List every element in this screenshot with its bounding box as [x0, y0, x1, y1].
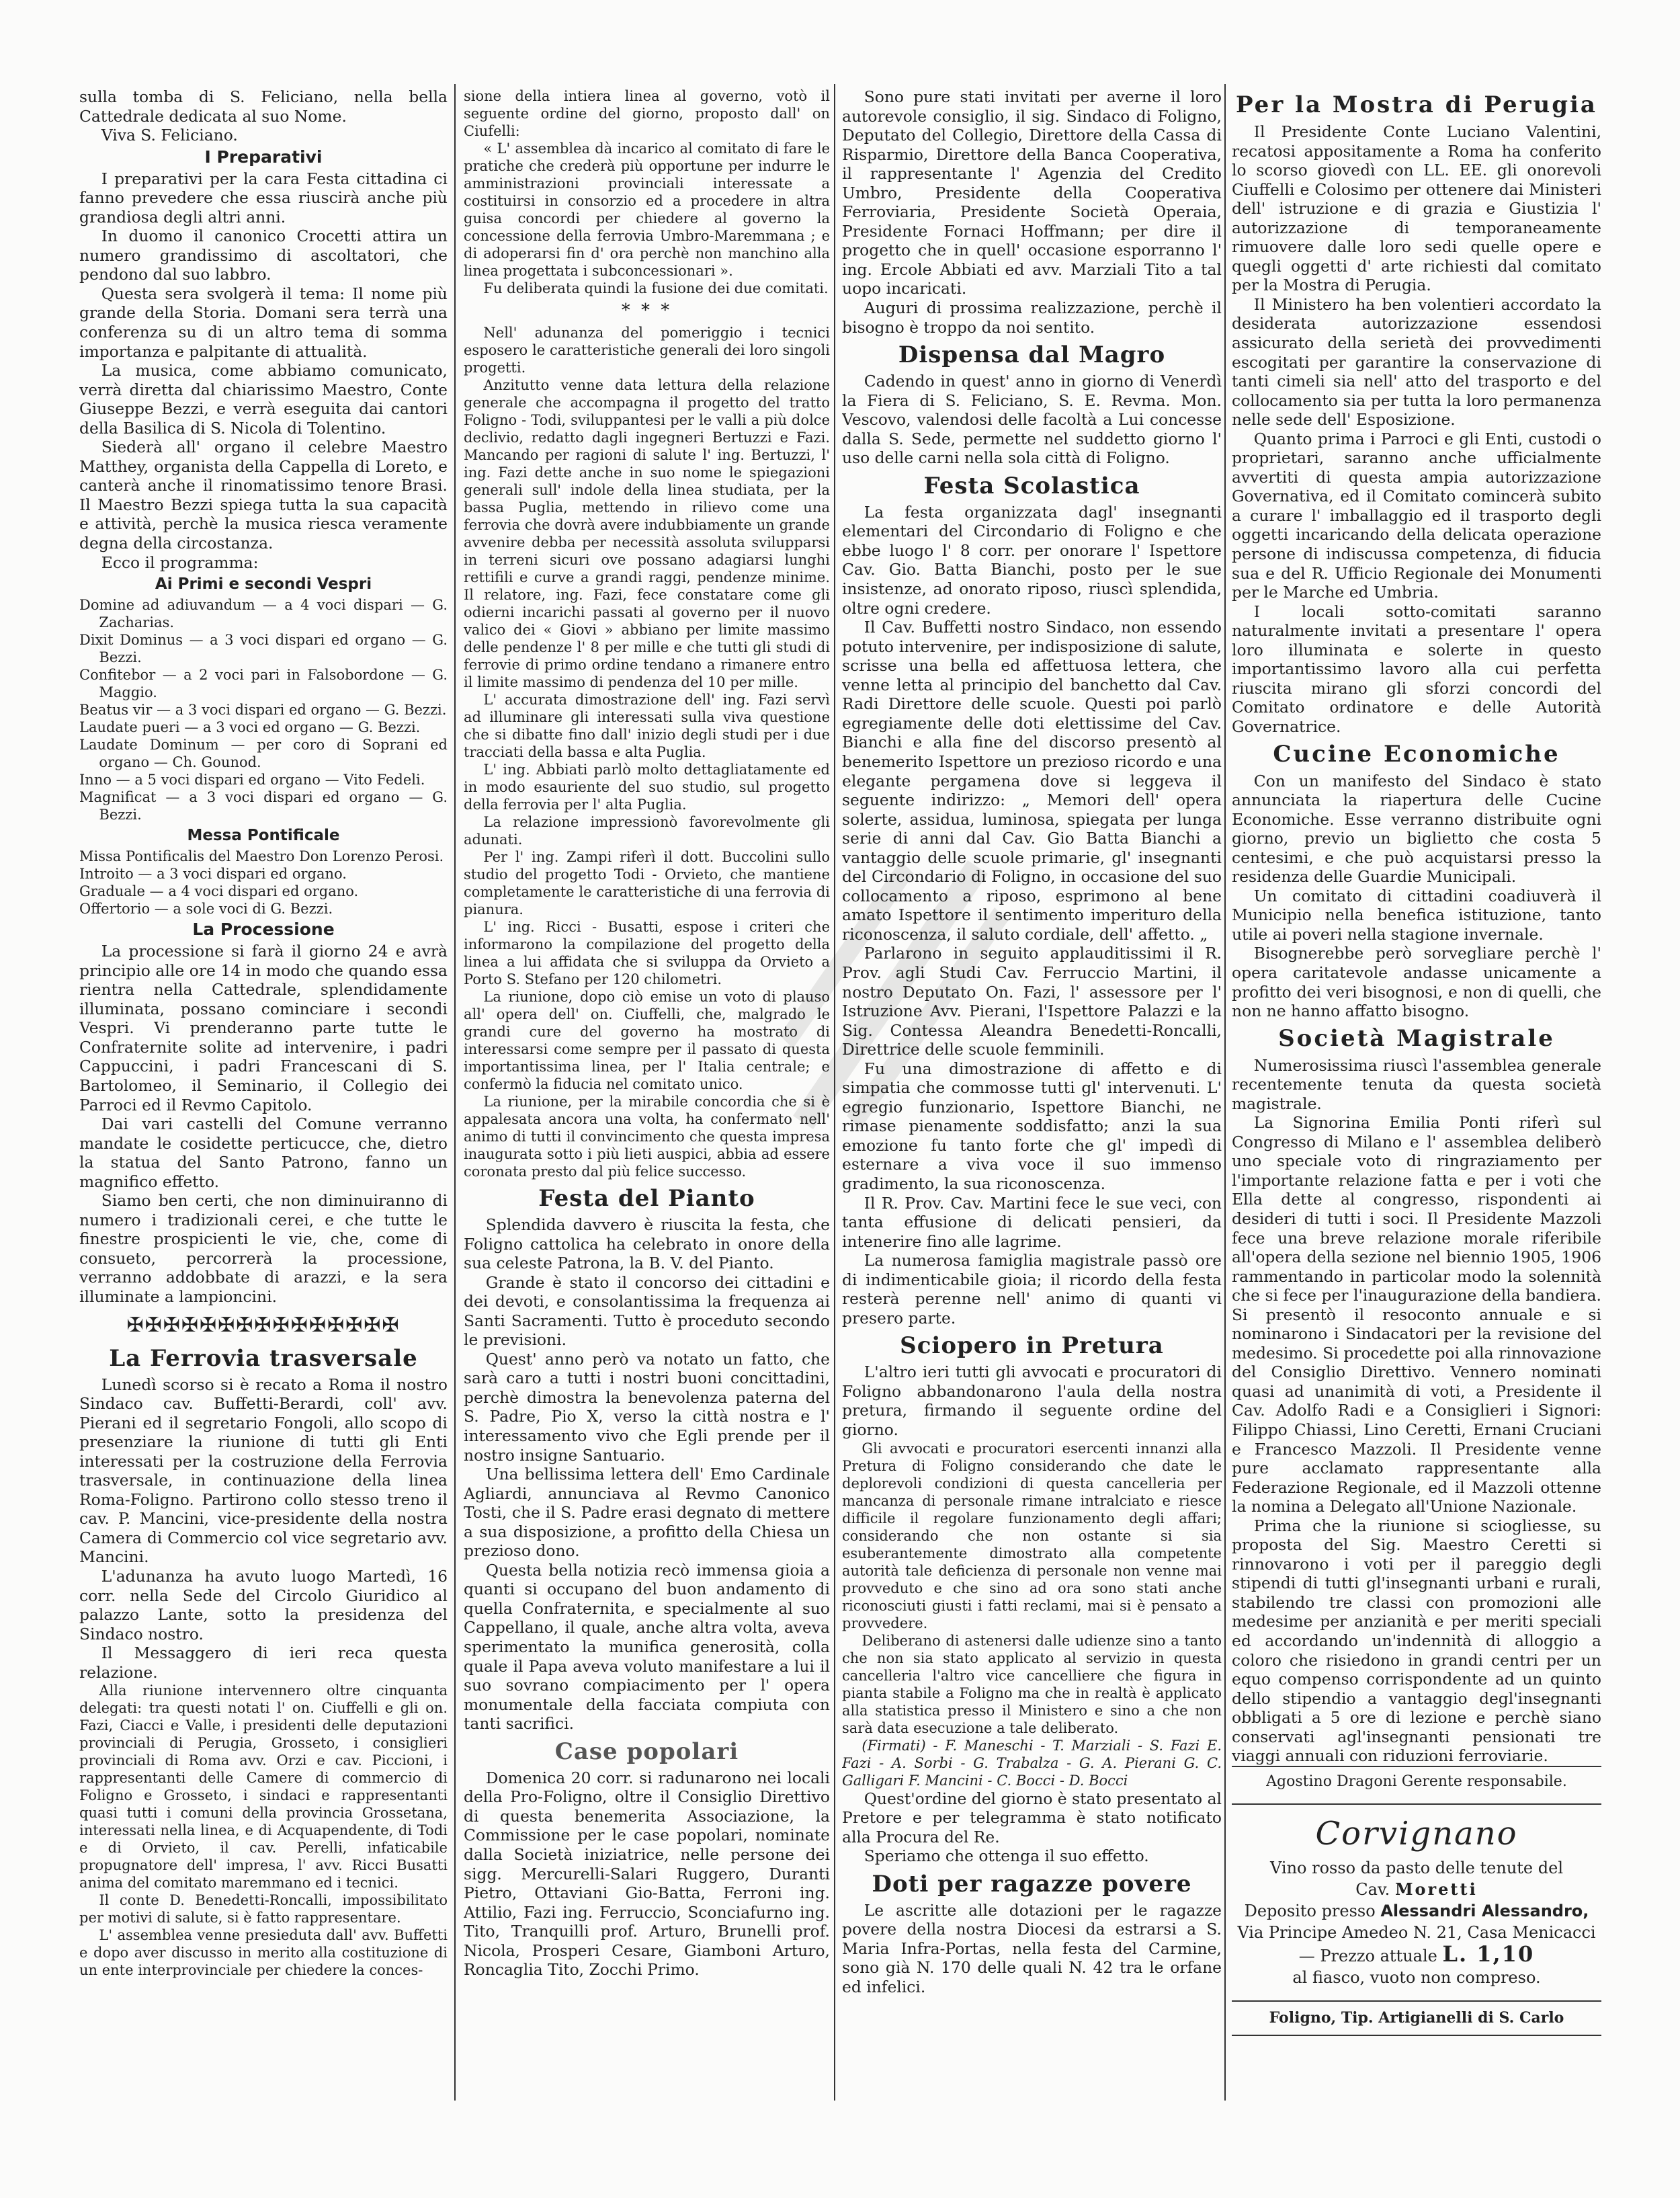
- ad-text: Deposito presso: [1244, 1902, 1376, 1921]
- program-item: Introito — a 3 voci dispari ed organo.: [79, 866, 347, 883]
- paragraph: La numerosa famiglia magistrale passò ore di indimenticabile gioia; il ricordo della festa resterà perenne nell' animo di quanti vi presero parte.: [842, 1251, 1222, 1328]
- paragraph: Cadendo in quest' anno in giorno di Venerdì la Fiera di S. Feliciano, S. E. Revma. Mon. Vescovo, valendosi delle facoltà a Lui concesse dalla S. Sede, permette nel suddetto giorno l' uso delle carni nella sola città di Foligno.: [842, 372, 1222, 468]
- paragraph: Fu una dimostrazione di affetto e di simpatia che commosse tutti gl' intervenuti. L' egregio funzionario, Ispettore Bianchi, ne rimase pienamente soddisfatto; anzi la sua emozione fu tanto forte che gl' impedì di esternare a viva voce il suo immenso gradimento, la sua riconoscenza.: [842, 1059, 1222, 1193]
- printer-imprint: Foligno, Tip. Artigianelli di S. Carlo: [1232, 2000, 1601, 2036]
- program-item: Domine ad adiuvandum — a 4 voci dispari — G. Zacharias.: [79, 597, 448, 631]
- program-item: Missa Pontificalis del Maestro Don Lorenzo Perosi.: [79, 848, 444, 865]
- paragraph: Un comitato di cittadini coadiuverà il Municipio nella benefica istituzione, tanto utile ai poveri nella stagione invernale.: [1232, 886, 1601, 944]
- paragraph: In duomo il canonico Crocetti attira un numero grandissimo di ascoltatori, che pendono dal suo labbro.: [79, 227, 448, 284]
- paragraph: L'altro ieri tutti gli avvocati e procuratori di Foligno abbandonarono l'aula della nostra pretura, firmando il seguente ordine del giorno.: [842, 1362, 1222, 1439]
- article-heading: La Ferrovia trasversale: [109, 1344, 418, 1372]
- ad-price: L. 1,10: [1442, 1941, 1535, 1967]
- paragraph: I preparativi per la cara Festa cittadina ci fanno prevedere che essa riuscirà anche più grandiosa degli altri anni.: [79, 169, 448, 227]
- paragraph: Deliberano di astenersi dalle udienze sino a tanto che non sia stato applicato al servizio in questa cancelleria l'altro vice cancelliere che figura in pianta stabile a Foligno ma che in realtà è applicato alla statistica presso il Ministero e sino a che non sarà data esecuzione a tale deliberato.: [842, 1632, 1222, 1736]
- paragraph: Alla riunione intervennero oltre cinquanta delegati: tra questi notati l' on. Ciuffelli e gli on. Fazi, Ciacci e Valle, i presidenti delle deputazioni provinciali di Perugia, Grosseto, i consiglieri provinciali di Roma avv. Orzi e cav. Piccioni, i rappresentanti delle Camere di commercio di Foligno e Grosseto, i sindaci e rappresentanti quasi tutti i comuni della provincia Grossetana, interessati nella linea, e di Acquapendente, di Todi e di Orvieto, il cav. Perelli, infaticabile propugnatore dell' impresa, l' avv. Ricci Busatti anima del comitato maremmano ed i tecnici.: [79, 1682, 448, 1891]
- program-item: Confitebor — a 2 voci pari in Falsobordone — G. Maggio.: [79, 667, 448, 701]
- paragraph: Questa bella notizia recò immensa gioia a quanti si occupano del buon andamento di quella Confraternita, e specialmente al suo Cappellano, il quale, anche altra volta, aveva sperimentato la munifica generosità, colla quale il Papa aveva voluto manifestare a lui il suo sovrano compiacimento per l' opera monumentale della facciata compiuta con tanti sacrifici.: [464, 1560, 830, 1734]
- paragraph: Fu deliberata quindi la fusione dei due comitati.: [483, 280, 829, 296]
- paragraph: Il conte D. Benedetti-Roncalli, impossibilitato per motivi di salute, si è fatto rappresentare.: [79, 1892, 448, 1926]
- paragraph: L' ing. Abbiati parlò molto dettagliatamente ed in modo esauriente del suo studio, sul progetto della ferrovia per l' alta Puglia.: [464, 762, 830, 813]
- paragraph: Speriamo che ottenga il suo effetto.: [864, 1846, 1149, 1866]
- ad-text: al fiasco, vuoto non compreso.: [1292, 1968, 1541, 1988]
- asterism: * * *: [621, 300, 673, 321]
- paragraph: La relazione impressionò favorevolmente gli adunati.: [464, 814, 830, 848]
- paragraph: Nell' adunanza del pomeriggio i tecnici esposero le caratteristiche generali dei loro singoli progetti.: [464, 325, 830, 376]
- paragraph: Lunedì scorso si è recato a Roma il nostro Sindaco cav. Buffetti-Berardi, coll' avv. Pierani ed il segretario Fongoli, allo scopo di presenziare la riunione di tutti gli Enti interessati per la costruzione della Ferrovia trasversale, in continuazione della linea Roma-Foligno. Partirono collo stesso treno il cav. P. Mancini, vice-presidente della nostra Camera di Commercio col vice segretario avv. Mancini.: [79, 1375, 448, 1567]
- paragraph: L' assemblea venne presieduta dall' avv. Buffetti e dopo aver discusso in merito alla costituzione di un ente interprovinciale per chiedere la conces-: [79, 1927, 448, 1979]
- ad-text: Cav.: [1355, 1880, 1390, 1900]
- column-4: [1232, 87, 1601, 2111]
- divider: [1232, 1803, 1601, 1805]
- paragraph: L'adunanza ha avuto luogo Martedì, 16 corr. nella Sede del Circolo Giuridico al palazzo Lante, sotto la presidenza del Sindaco nostro.: [79, 1566, 448, 1643]
- paragraph: Parlarono in seguito applauditissimi il R. Prov. agli Studi Cav. Ferruccio Martini, il nostro Deputato On. Fazi, l' assessore per l' Istruzione Avv. Pierani, l'Ispettore Palazzi e la Sig. Contessa Aleandra Benedetti-Roncalli, Direttrice delle scuole femminili.: [842, 944, 1222, 1059]
- program-heading: Messa Pontificale: [187, 827, 340, 845]
- ad-line: [1232, 1922, 1601, 1967]
- paragraph: Quest'ordine del giorno è stato presentato al Pretore e per telegramma è stato notificato alla Procura del Re.: [842, 1789, 1222, 1846]
- paragraph: Prima che la riunione si sciogliesse, su proposta del Sig. Maestro Ceretti si rinnovarono i voti per il pareggio degli stipendi di tutti gl'insegnanti urbani e rurali, stabilendo tre classi con promozioni alle medesime per anzianità e per meriti speciali ed accordando un'indennità di alloggio a coloro che risiedono in grandi centri per un equo compenso corrispondente ad un quinto dello stipendio a vantaggio degl'insegnanti obbligati a 5 ore di lezione e perchè siano conservati agl'insegnanti pensionati tre viaggi annuali con riduzioni ferroviarie.: [1232, 1516, 1601, 1766]
- paragraph: sione della intiera linea al governo, votò il seguente ordine del giorno, proposto dall' on Ciufelli:: [464, 88, 830, 139]
- paragraph: Una bellissima lettera dell' Emo Cardinale Agliardi, annunciava al Revmo Canonico Tosti, che il S. Padre erasi degnato di mettere a sua disposizione, a profitto della Chiesa un prezioso dono.: [464, 1465, 830, 1561]
- paragraph: Quanto prima i Parroci e gli Enti, custodi o proprietari, saranno anche ufficialmente avvertiti di questa ampia autorizzazione Governativa, ed il Comitato comincerà subito a curare l' imballaggio ed il trasporto degli oggetti incaricando della delicata operazione persone di indiscussa competenza, di fiducia sua e del R. Ufficio Regionale dei Monumenti per le Marche ed Umbria.: [1232, 429, 1601, 602]
- article-heading: Case popolari: [554, 1738, 739, 1765]
- section-heading: La Processione: [192, 920, 335, 940]
- paragraph: Il Ministero ha ben volentieri accordato la desiderata autorizzazione essendosi assicurato della serietà dei provvedimenti escogitati per garantire la conservazione di tanti cimeli sia nell' atto del trasporto e del collocamento sia per tutta la loro permanenza nelle sede dell' Esposizione.: [1232, 294, 1601, 430]
- article-heading: Dispensa dal Magro: [898, 341, 1166, 369]
- program-item: Laudate pueri — a 3 voci ed organo — G. Bezzi.: [79, 719, 421, 736]
- ad-text: Via Principe Amedeo N. 21, Casa Menicacci — Prezzo attuale: [1237, 1923, 1596, 1966]
- paragraph: Siederà all' organo il celebre Maestro Matthey, organista della Cappella di Loreto, e canterà anche il rinomatissimo tenore Brasi. Il Maestro Bezzi spiega tutta la sua capacità e attività, perchè la musica riesca veramente degna della circostanza.: [79, 438, 448, 553]
- article-heading: Doti per ragazze povere: [872, 1870, 1192, 1898]
- program-item: Inno — a 5 voci dispari ed organo — Vito Fedeli.: [79, 772, 425, 788]
- column-2: [464, 87, 830, 2111]
- ornamental-divider: ✠✠✠✠✠✠✠✠✠✠✠✠✠✠✠: [126, 1313, 401, 1337]
- paragraph: Gli avvocati e procuratori esercenti innanzi alla Pretura di Foligno considerando che date le deplorevoli condizioni di questa cancelleria per mancanza di personale rimane intralciato e riesce difficile il regolare funzionamento degli affari; considerando che non ostante si sia esuberantemente dimostrato alla competente autorità tale deficienza di personale non venne mai provveduto e che sino ad ora sono stati anche riconosciuti giusti i fatti reclami, mai si è pensato a provvedere.: [842, 1440, 1222, 1631]
- program-heading: Ai Primi e secondi Vespri: [155, 575, 372, 594]
- ad-title: Corvignano: [1315, 1815, 1518, 1853]
- article-heading: Cucine Economiche: [1273, 740, 1560, 768]
- program-item: Beatus vir — a 3 voci dispari ed organo — G. Bezzi.: [79, 702, 447, 719]
- paragraph: Il Cav. Buffetti nostro Sindaco, non essendo potuto intervenire, per indisposizione di salute, scrisse una bella ed affettuosa lettera, che venne letta al principio del banchetto dal Cav. Radi Direttore delle scuole. Questi poi parlò egregiamente delle doti elettissime del Cav. Bianchi e alla fine del discorso presentò al benemerito Ispettore un prezioso ricordo e una elegante pergamena dove si leggeva il seguente indirizzo: „ Memori dell' opera solerte, assidua, luminosa, spiegata per lunga serie di anni dal Cav. Gio Batta Bianchi a vantaggio delle scuole primarie, gl' insegnanti del Circondario di Foligno, in occasione del suo collocamento a riposo, esprimono al bene amato Ispettore il sentimento imperituro della riconoscenza, il saluto cordiale, dell' affetto. „: [842, 618, 1222, 944]
- paragraph: Anzitutto venne data lettura della relazione generale che accompagna il progetto del tratto Foligno - Todi, sviluppantesi per le valli a più dolce declivio, redatto dagli ingegneri Bertuzzi e Fazi. Mancando per ragioni di salute l' ing. Bertuzzi, l' ing. Fazi dette anche in suo nome le spiegazioni generali sull' indole della linea studiata, per la bassa Puglia, mettendo in rilievo come una ferrovia che dovrà avere indubbiamente un grande avvenire debba per necessità assoluta svilupparsi in terreni sicuri ove possano adagiarsi lunghi rettifili e curve a grandi raggi, pendenze minime. Il relatore, ing. Fazi, fece constatare come gli odierni incarichi passati al governo per il nuovo valico dei « Giovi » abbiano per limite massimo delle pendenze l' 8 per mille e che tutti gli studi di ferrovie di primo ordine tendano a rimanere entro il limite massimo di pendenza del 10 per mille.: [464, 377, 830, 690]
- paragraph: Il R. Prov. Cav. Martini fece le sue veci, con tanta effusione di delicati pensieri, da intenerire fino alle lagrime.: [842, 1193, 1222, 1251]
- paragraph: Quest' anno però va notato un fatto, che sarà caro a tutti i nostri buoni concittadini, perchè dimostra la benevolenza paterna del S. Padre, Pio X, verso la città nostra e l' interessamento vivo che Egli prende per il nostro insigne Santuario.: [464, 1349, 830, 1465]
- responsible-editor: Agostino Dragoni Gerente responsabile.: [1232, 1766, 1601, 1797]
- paragraph: L' ing. Ricci - Busatti, espose i criteri che informarono la compilazione del progetto della linea a lui affidata che si sviluppa da Orvieto a Porto S. Stefano per 120 chilometri.: [464, 919, 830, 987]
- column-rule: [834, 84, 835, 2101]
- article-heading: Festa Scolastica: [923, 472, 1140, 499]
- column-3: [842, 87, 1222, 2111]
- signatures: (Firmati) - F. Maneschi - T. Marziali - S. Fazi E. Fazi - A. Sorbi - G. Trabalza - G. A. Pierani G. C. Galligari F. Mancini - C. Bocci - D. Bocci: [842, 1737, 1222, 1789]
- paragraph: I locali sotto-comitati saranno naturalmente invitati a presentare l' opera loro illuminata e solerte in questo importantissimo lavoro alla cui perfetta riuscita mirano gli sforzi concordi del Comitato ordinatore e delle Autorità Governatrice.: [1232, 602, 1601, 736]
- ad-brand: Moretti: [1394, 1879, 1478, 1900]
- paragraph: Questa sera svolgerà il tema: Il nome più grande della Storia. Domani sera terrà una conferenza su di un altro tema di somma importanza e palpitante di attualità.: [79, 284, 448, 361]
- paragraph: Per l' ing. Zampi riferì il dott. Buccolini sullo studio del progetto Todi - Orvieto, che mantiene completamente le caratteristiche di una ferrovia di pianura.: [464, 849, 830, 918]
- paragraph: La riunione, per la mirabile concordia che si è appalesata ancora una volta, ha confermato nell' animo di tutti il convincimento che questa impresa inaugurata sotto i più lieti auspici, abbia ad essere coronata presto dal più felice successo.: [464, 1094, 830, 1180]
- paragraph: Ecco il programma:: [101, 553, 259, 572]
- paragraph: Bisognerebbe però sorvegliare perchè l' opera caritatevole andasse unicamente a profitto dei veri bisognosi, e non di quelli, che non ne hanno affatto bisogno.: [1232, 944, 1601, 1021]
- paragraph: « L' assemblea dà incarico al comitato di fare le pratiche che crederà più opportune per indurre le amministrazioni provinciali interessate a costituirsi in consorzio ed a procedere in altra guisa concordi per chiedere al governo la concessione della ferrovia Umbro-Maremmana ; e di adoperarsi fin d' ora perchè non manchino alla linea progettata i subconcessionari ».: [464, 140, 830, 279]
- ad-text: Vino rosso da pasto delle tenute del: [1270, 1859, 1563, 1878]
- program-item: Offertorio — a sole voci di G. Bezzi.: [79, 901, 333, 918]
- paragraph: Il Messaggero di ieri reca questa relazione.: [79, 1643, 448, 1682]
- article-heading: Per la Mostra di Perugia: [1236, 91, 1597, 118]
- paragraph: Il Presidente Conte Luciano Valentini, recatosi appositamente a Roma ha conferito lo scorso giovedì con LL. EE. gli onorevoli Ciuffelli e Colosimo per ottenere dai Ministeri dell' istruzione e di grazia e Giustizia l' autorizzazione di temporaneamente rimuovere dalle loro sedi quelle opere e quegli oggetti d' arte richiesti dal comitato per la Mostra di Perugia.: [1232, 122, 1601, 295]
- paragraph: Grande è stato il concorso dei cittadini e dei devoti, e consolantissima la frequenza ai Santi Sacramenti. Tutto è proceduto secondo le previsioni.: [464, 1272, 830, 1350]
- column-rule: [454, 84, 456, 2101]
- article-heading: Società Magistrale: [1278, 1024, 1555, 1052]
- paragraph: La riunione, dopo ciò emise un voto di plauso all' opera dell' on. Ciuffelli, che, malgrado le grandi cure del governo ha mostrato di interessarsi come sempre per il passato di questa importantissima linea, per l' Italia centrale; e confermò la fiducia nel comitato unico.: [464, 989, 830, 1092]
- paragraph: Numerosissima riuscì l'assemblea generale recentemente tenuta da questa società magistrale.: [1232, 1055, 1601, 1113]
- paragraph: Domenica 20 corr. si radunarono nei locali della Pro-Foligno, oltre il Consiglio Direttivo di questa benemerita Associazione, la Commissione per le case popolari, nominate dalla Società iniziatrice, nelle persone dei sigg. Mercurelli-Salari Ruggero, Duranti Pietro, Ottaviani Gio-Batta, Ferroni ing. Attilio, Fazi ing. Ferruccio, Sconciafurno ing. Tito, Tranquilli prof. Arturo, Brunelli prof. Nicola, Prosperi Cesare, Giamboni Arturo, Roncaglia Tito, Zocchi Primo.: [464, 1768, 830, 1980]
- ad-line: [1232, 1879, 1601, 1900]
- ad-line: [1232, 1900, 1601, 1922]
- ad-depot: Alessandri Alessandro,: [1380, 1902, 1589, 1921]
- article-heading: Sciopero in Pretura: [900, 1332, 1164, 1360]
- paragraph: Le ascritte alle dotazioni per le ragazze povere della nostra Diocesi da estrarsi a S. Maria Infra-Portas, nella festa del Carmine, sono già N. 170 delle quali N. 42 tra le orfane ed infelici.: [842, 1900, 1222, 1996]
- paragraph: sulla tomba di S. Feliciano, nella bella Cattedrale dedicata al suo Nome.: [79, 87, 448, 126]
- paragraph: Con un manifesto del Sindaco è stato annunciata la riapertura delle Cucine Economiche. Esse verranno distribuite ogni giorno, previo un biglietto che costa 5 centesimi, e che può acquistarsi presso la residenza delle Guardie Municipali.: [1232, 771, 1601, 887]
- paragraph: La festa organizzata dagl' insegnanti elementari del Circondario di Foligno e che ebbe luogo l' 8 corr. per onorare l' Ispettore Cav. Gio. Batta Bianchi, posto per le sue insistenze, ad onorato riposo, riuscì splendida, oltre ogni credere.: [842, 502, 1222, 618]
- paragraph: Siamo ben certi, che non diminuiranno di numero i tradizionali cerei, e che tutte le finestre prospicienti le vie, che, come di consueto, percorrerà la processione, verranno addobbate di arazzi, e la sera illuminate a lampioncini.: [79, 1191, 448, 1306]
- program-item: Magnificat — a 3 voci dispari ed organo — G. Bezzi.: [79, 789, 448, 823]
- column-rule: [1224, 84, 1226, 2101]
- program-item: Laudate Dominum — per coro di Soprani ed organo — Ch. Gounod.: [79, 737, 448, 771]
- paragraph: Splendida davvero è riuscita la festa, che Foligno cattolica ha celebrato in onore della sua celeste Patrona, la B. V. del Pianto.: [464, 1215, 830, 1273]
- paragraph: Auguri di prossima realizzazione, perchè il bisogno è troppo da noi sentito.: [842, 298, 1222, 337]
- article-heading: Festa del Pianto: [538, 1185, 755, 1212]
- column-1: [79, 87, 448, 2111]
- paragraph: Sono pure stati invitati per averne il loro autorevole consiglio, il sig. Sindaco di Foligno, Deputato del Collegio, Direttore della Cassa di Risparmio, Direttore della Banca Cooperativa, il rappresentante l' Agenzia del Credito Umbro, Presidente della Cooperativa Ferroviaria, Presidente Società Operaia, Presidente Fornaci Hoffmann; per dire il progetto che in quell' occasione esporranno l' ing. Ercole Abbiati ed avv. Marziali Tito a tal uopo incaricati.: [842, 87, 1222, 298]
- paragraph: L' accurata dimostrazione dell' ing. Fazi servì ad illuminare gli interessati sulla viva questione che si dibatte fino dall' inizio degli studi per i due tracciati della bassa e alta Puglia.: [464, 692, 830, 760]
- section-heading: I Preparativi: [204, 147, 323, 167]
- paragraph: La processione si farà il giorno 24 e avrà principio alle ore 14 in modo che quando essa rientra nella Cattedrale, splendidamente illuminata, possano cominciare i secondi Vespri. Vi prenderanno parte tutte le Confraternite solite ad intervenire, i padri Cappuccini, i padri Francescani di S. Bartolomeo, il Seminario, il Collegio dei Parroci ed il Revmo Capitolo.: [79, 942, 448, 1114]
- paragraph: Dai vari castelli del Comune verranno mandate le cosidette perticucce, che, dietro la statua del Santo Patrono, fanno un magnifico effetto.: [79, 1114, 448, 1191]
- paragraph: Viva S. Feliciano.: [101, 126, 238, 145]
- paragraph: La Signorina Emilia Ponti riferì sul Congresso di Milano e l' assemblea deliberò uno speciale voto di ringraziamento per l'importante relazione fatta e per i voti che Ella dette al congresso, rispondenti ai desideri di tutti i soci. Il Presidente Mazzoli fece una breve relazione morale riferibile all'opera della sezione nel biennio 1905, 1906 rammentando in particolar modo la solennità che si fece per l'inaugurazione della bandiera. Si presentò il resoconto annuale e si nominarono i Sindacatori per la revisione del medesimo. Si procedette poi alla rinnovazione del Consiglio Direttivo. Vennero nominati quasi ad unanimità di voti, a Presidente il Cav. Adolfo Radi e a Consiglieri i Signori: Filippo Chiassi, Lino Ceretti, Ernani Cruciani e Francesco Mazzoli. Il Presidente venne pure acclamato rappresentante alla Federazione Regionale, ed il Mazzoli ottenne la nomina a Delegato all'Unione Nazionale.: [1232, 1113, 1601, 1516]
- program-item: Dixit Dominus — a 3 voci dispari ed organo — G. Bezzi.: [79, 632, 448, 666]
- program-item: Graduale — a 4 voci dispari ed organo.: [79, 883, 359, 900]
- paragraph: La musica, come abbiamo comunicato, verrà diretta dal chiarissimo Maestro, Conte Giuseppe Bezzi, e verrà eseguita dai cantori della Basilica di S. Nicola di Tolentino.: [79, 361, 448, 438]
